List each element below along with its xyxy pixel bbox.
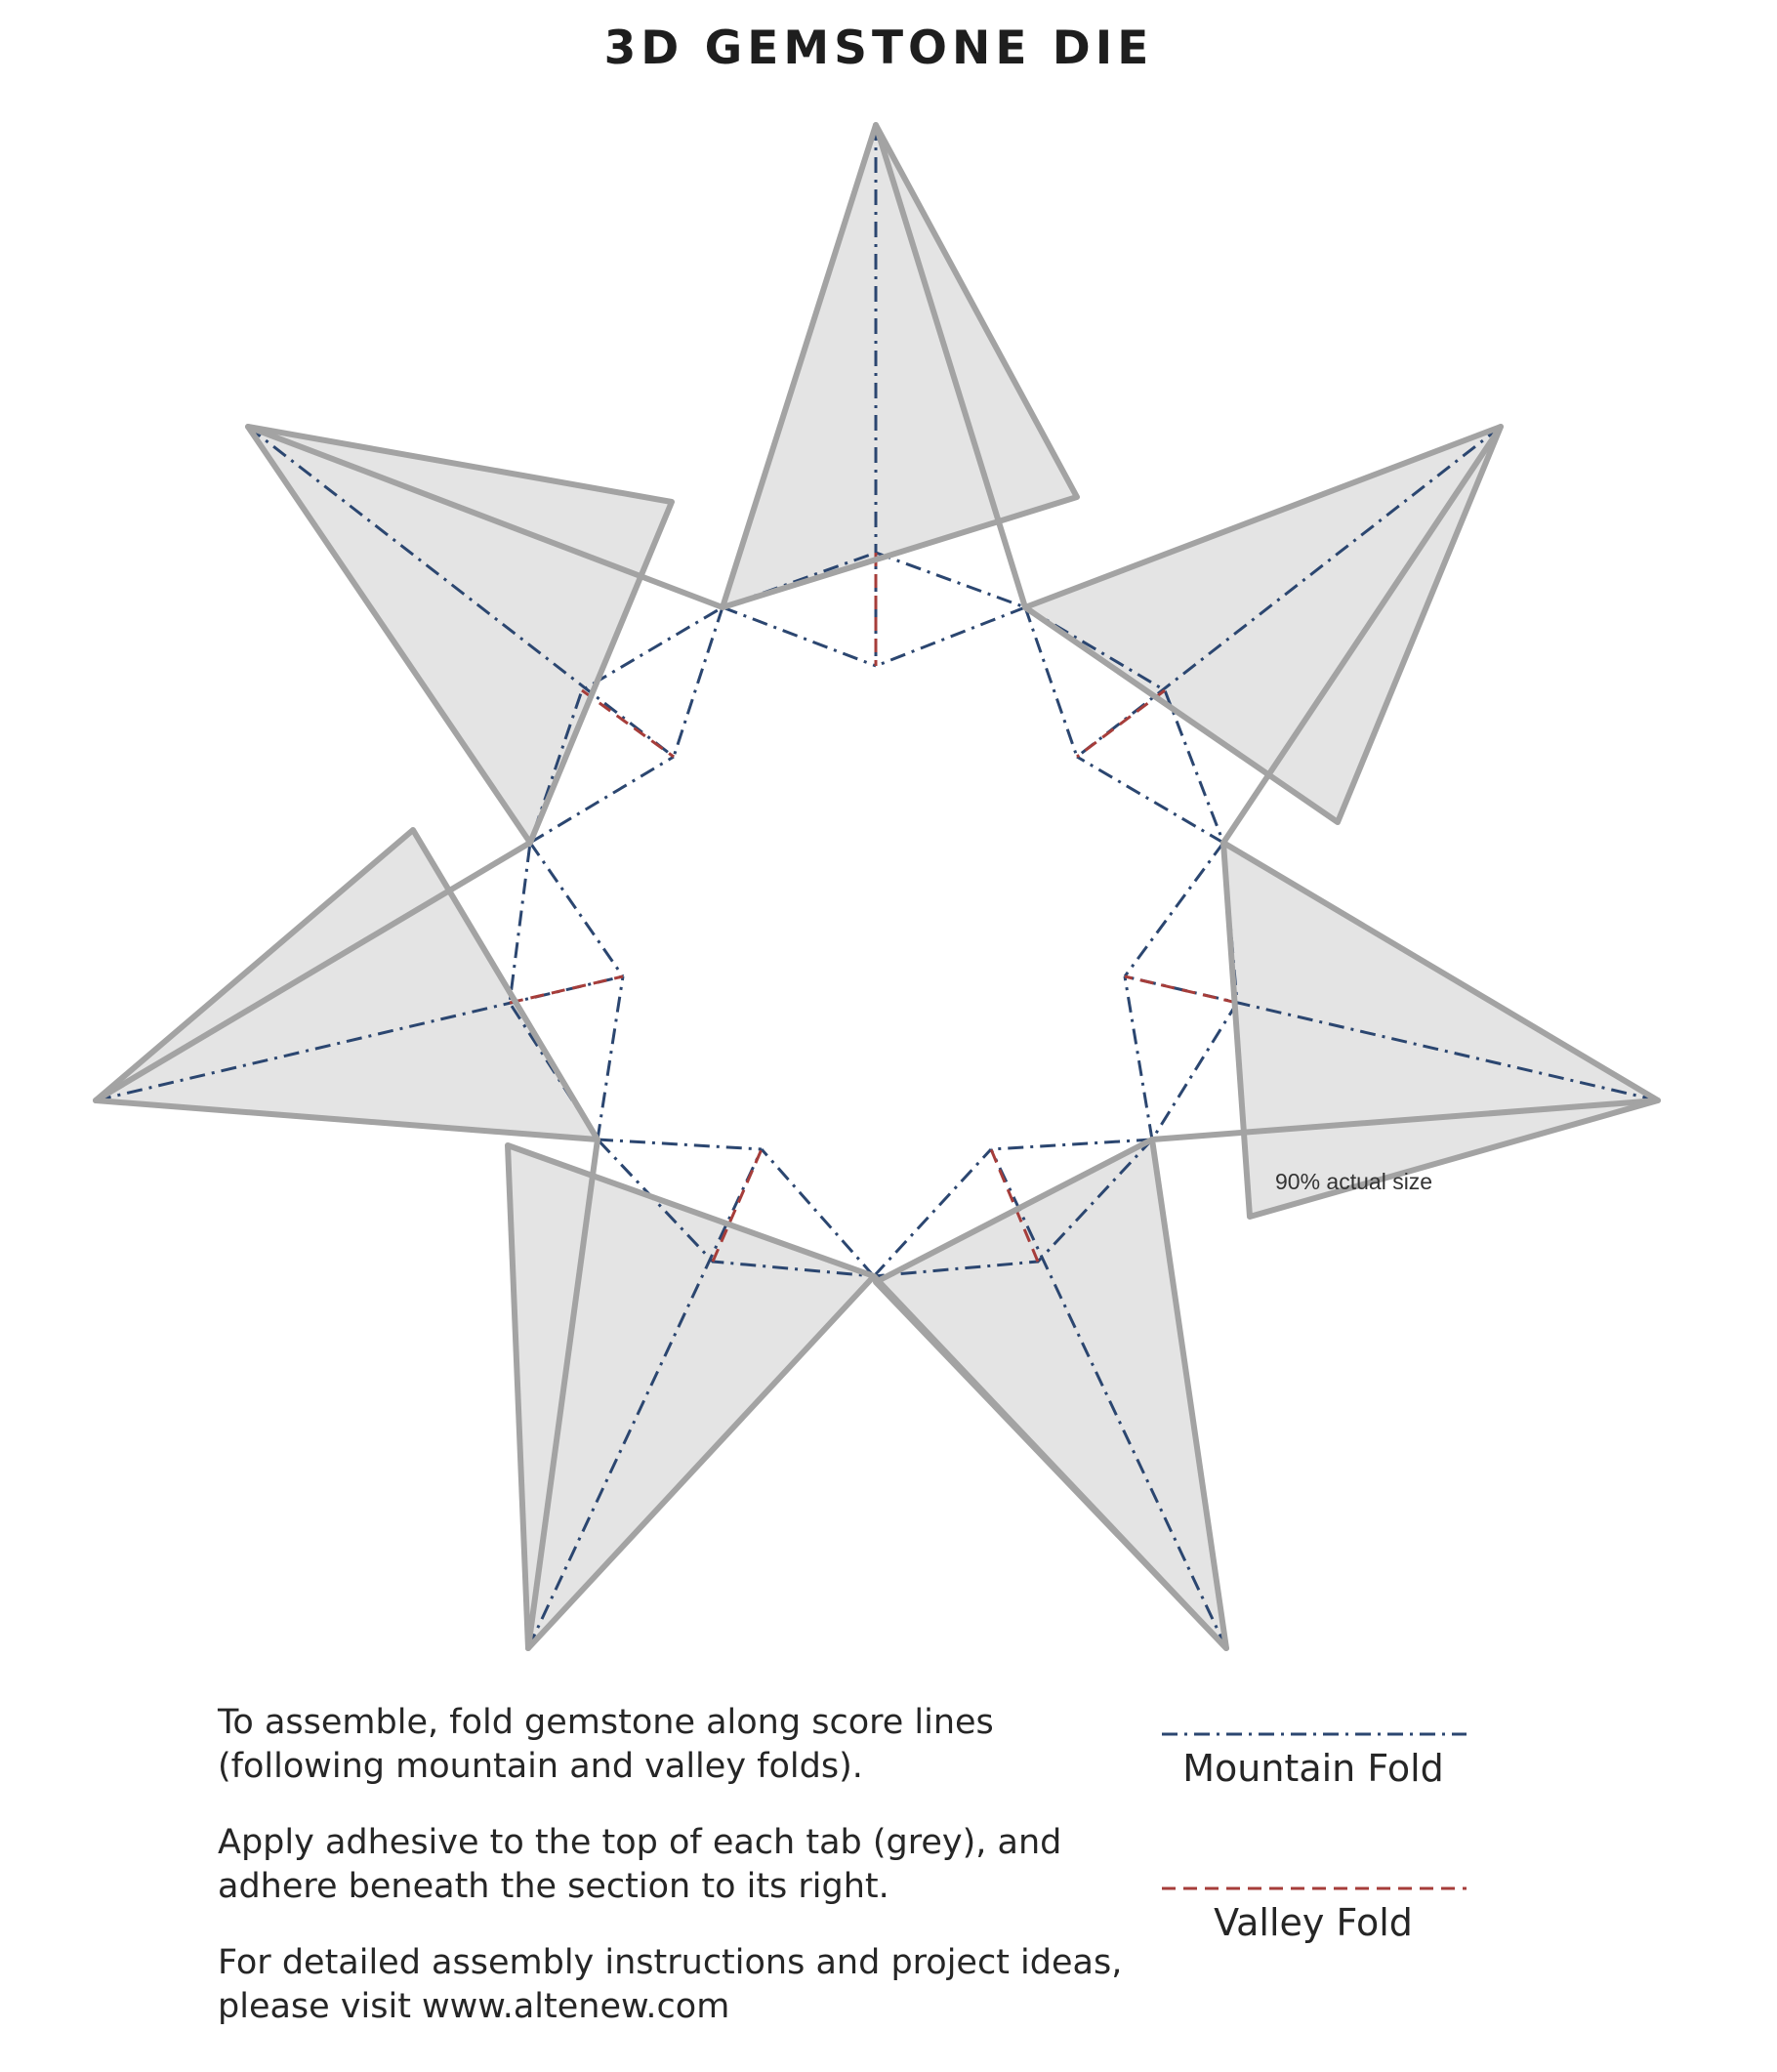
legend-mountain-label: Mountain Fold	[1182, 1747, 1444, 1790]
page-title: 3D GEMSTONE DIE	[603, 21, 1154, 75]
legend-valley-label: Valley Fold	[1214, 1901, 1413, 1944]
mountain-fold	[1125, 843, 1223, 976]
adhesive-tab	[876, 1140, 1226, 1648]
mountain-fold	[991, 1140, 1152, 1149]
scale-note: 90% actual size	[1275, 1169, 1433, 1194]
adhesive-tab	[96, 830, 598, 1140]
mountain-fold	[876, 607, 1025, 666]
mountain-fold	[598, 976, 623, 1140]
mountain-fold	[598, 1140, 762, 1149]
instruction-adhesive: Apply adhesive to the top of each tab (grey), and adhere beneath the section to its right.	[218, 1823, 1062, 1906]
instruction-fold: To assemble, fold gemstone along score lines (following mountain and valley folds).	[218, 1703, 994, 1786]
mountain-fold	[1125, 976, 1152, 1140]
assembly-instructions	[218, 1701, 1155, 2061]
mountain-fold	[530, 843, 623, 976]
adhesive-tab	[1025, 427, 1501, 822]
instruction-website: For detailed assembly instructions and project ideas, please visit www.altenew.com	[218, 1943, 1123, 2026]
mountain-fold	[1077, 757, 1223, 843]
mountain-fold	[674, 607, 723, 757]
mountain-fold	[723, 607, 876, 666]
mountain-fold-lines	[96, 125, 1658, 1648]
valley-fold	[582, 690, 674, 757]
